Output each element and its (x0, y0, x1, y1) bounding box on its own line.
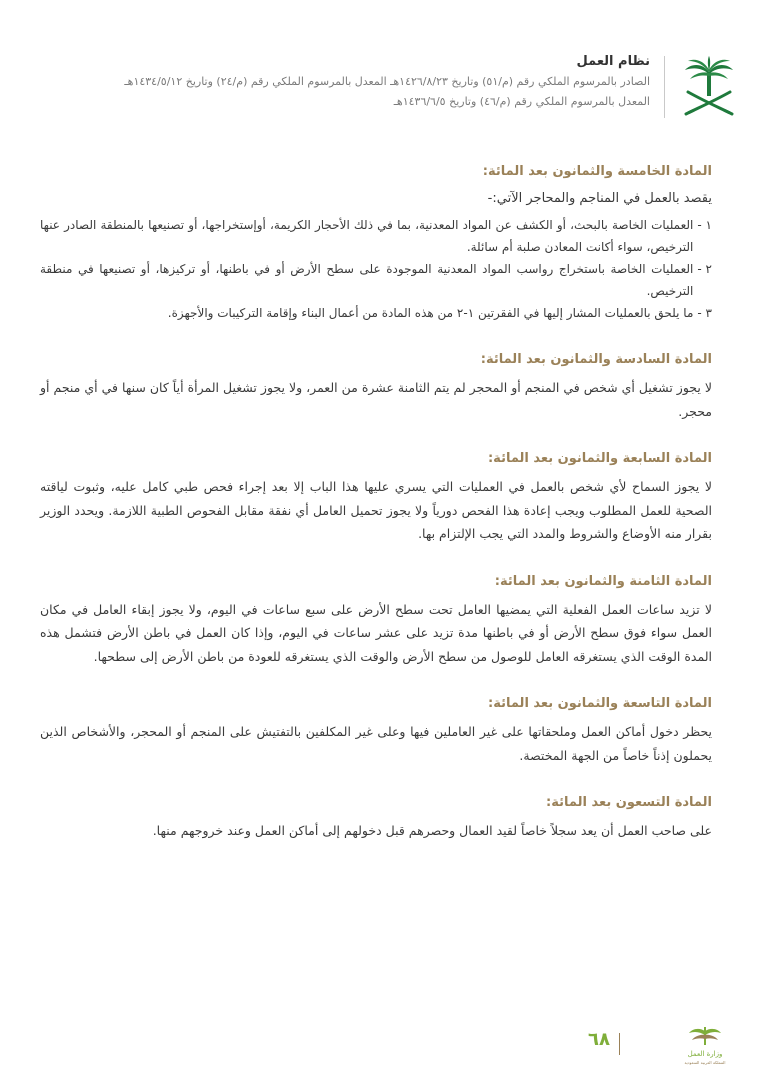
ministry-subtitle: المملكة العربية السعودية (684, 1060, 726, 1065)
article-title: المادة الخامسة والثمانون بعد المائة: (482, 164, 712, 179)
article-190 (40, 793, 712, 843)
list-item (40, 258, 712, 302)
article-title: المادة التسعون بعد المائة: (546, 795, 712, 810)
item-text: العمليات الخاصة بالبحث، أو الكشف عن المواد المعدنية، بما في ذلك الأحجار الكريمة، أوإستخراجها، أو تصنيعها بالمنطقة الصادر عنها الترخيص، سواء أكانت المعادن صلبة أم سائلة. (40, 218, 694, 254)
page-footer (528, 1023, 728, 1067)
article-185 (40, 162, 712, 324)
article-intro: يقصد بالعمل في المناجم والمحاجر الآتي:- (487, 191, 712, 206)
article-187 (40, 449, 712, 546)
article-186 (40, 350, 712, 423)
article-body: على صاحب العمل أن يعد سجلاً خاصاً لقيد العمال وحصرهم قبل دخولهم إلى أماكن العمل وعند خروجهم منها. (152, 823, 712, 838)
header-text (30, 54, 650, 114)
list-item (40, 214, 712, 258)
article-body: لا تزيد ساعات العمل الفعلية التي يمضيها العامل تحت سطح الأرض على سبع ساعات في اليوم، ولا يجوز إبقاء العامل في مكان العمل سواء فوق سطح الأرض أو في باطنها مدة تزيد على عشر ساعات في اليوم، وإذا كان العمل في باطن الأرض فتشمل هذه المدة الوقت الذي يستغرقه العامل للوصول من سطح الأرض والوقت الذي يستغرقه للعودة من باطن الأرض إلى سطحها. (40, 601, 712, 664)
article-189 (40, 694, 712, 767)
saudi-emblem-icon (680, 56, 738, 120)
article-body: لا يجوز السماح لأي شخص بالعمل في العمليات التي يسري عليها هذا الباب إلا بعد إجراء فحص طبي كامل عليه، وثبوت لياقته الصحية للعمل المطلوب ويجب إعادة هذا الفحص دورياً ولا يجوز تحميل العامل أي نفقة مقابل الفحوص الطبية اللازمة. ويحدد الوزير بقرار منه الأوضاع والشروط والمدد التي يجب الإلتزام بها. (40, 479, 712, 541)
page-header (0, 48, 768, 128)
article-188 (40, 572, 712, 669)
decree-line-1: الصادر بالمرسوم الملكي رقم (م/٥١) وتاريخ ١٤٢٦/٨/٢٣هـ المعدل بالمرسوم الملكي رقم (م/٢٤) وتاريخ ١٤٣٤/٥/١٢هـ (124, 75, 650, 88)
article-body: لا يجوز تشغيل أي شخص في المنجم أو المحجر لم يتم الثامنة عشرة من العمر، ولا يجوز تشغيل المرأة أياً كان سنها في أي منجم أو محجر. (40, 380, 712, 419)
item-text: ما يلحق بالعمليات المشار إليها في الفقرتين ١-٢ من هذه المادة من أعمال البناء وإقامة التركيبات والأجهزة. (167, 306, 694, 320)
article-title: المادة التاسعة والثمانون بعد المائة: (488, 696, 712, 711)
article-title: المادة الثامنة والثمانون بعد المائة: (494, 573, 712, 589)
item-number: ٣ - (697, 306, 712, 320)
ministry-logo-icon (682, 1023, 728, 1067)
article-title: المادة السابعة والثمانون بعد المائة: (487, 451, 712, 466)
document-content (40, 162, 712, 869)
ministry-name: وزارة العمل (687, 1050, 723, 1058)
item-text: العمليات الخاصة باستخراج رواسب المواد المعدنية الموجودة على سطح الأرض أو في باطنها، أو تركيزها، أو تصنيعها في منطقة الترخيص. (40, 262, 694, 298)
list-item (40, 302, 712, 324)
article-body: يحظر دخول أماكن العمل وملحقاتها على غير العاملين فيها وعلى غير المكلفين بالتفتيش على المنجم أو المحجر، والأشخاص الذين يحملون إذناً خاصاً من الجهة المختصة. (40, 724, 712, 763)
document-title: نظام العمل (576, 54, 650, 69)
footer-divider (619, 1033, 620, 1055)
header-divider (664, 56, 665, 118)
item-number: ٢ - (697, 262, 712, 276)
article-title: المادة السادسة والثمانون بعد المائة: (480, 352, 712, 367)
decree-line-2: المعدل بالمرسوم الملكي رقم (م/٤٦) وتاريخ ١٤٣٦/٦/٥هـ (393, 95, 650, 108)
item-number: ١ - (697, 218, 712, 232)
page-number: ٦٨ (588, 1029, 610, 1050)
